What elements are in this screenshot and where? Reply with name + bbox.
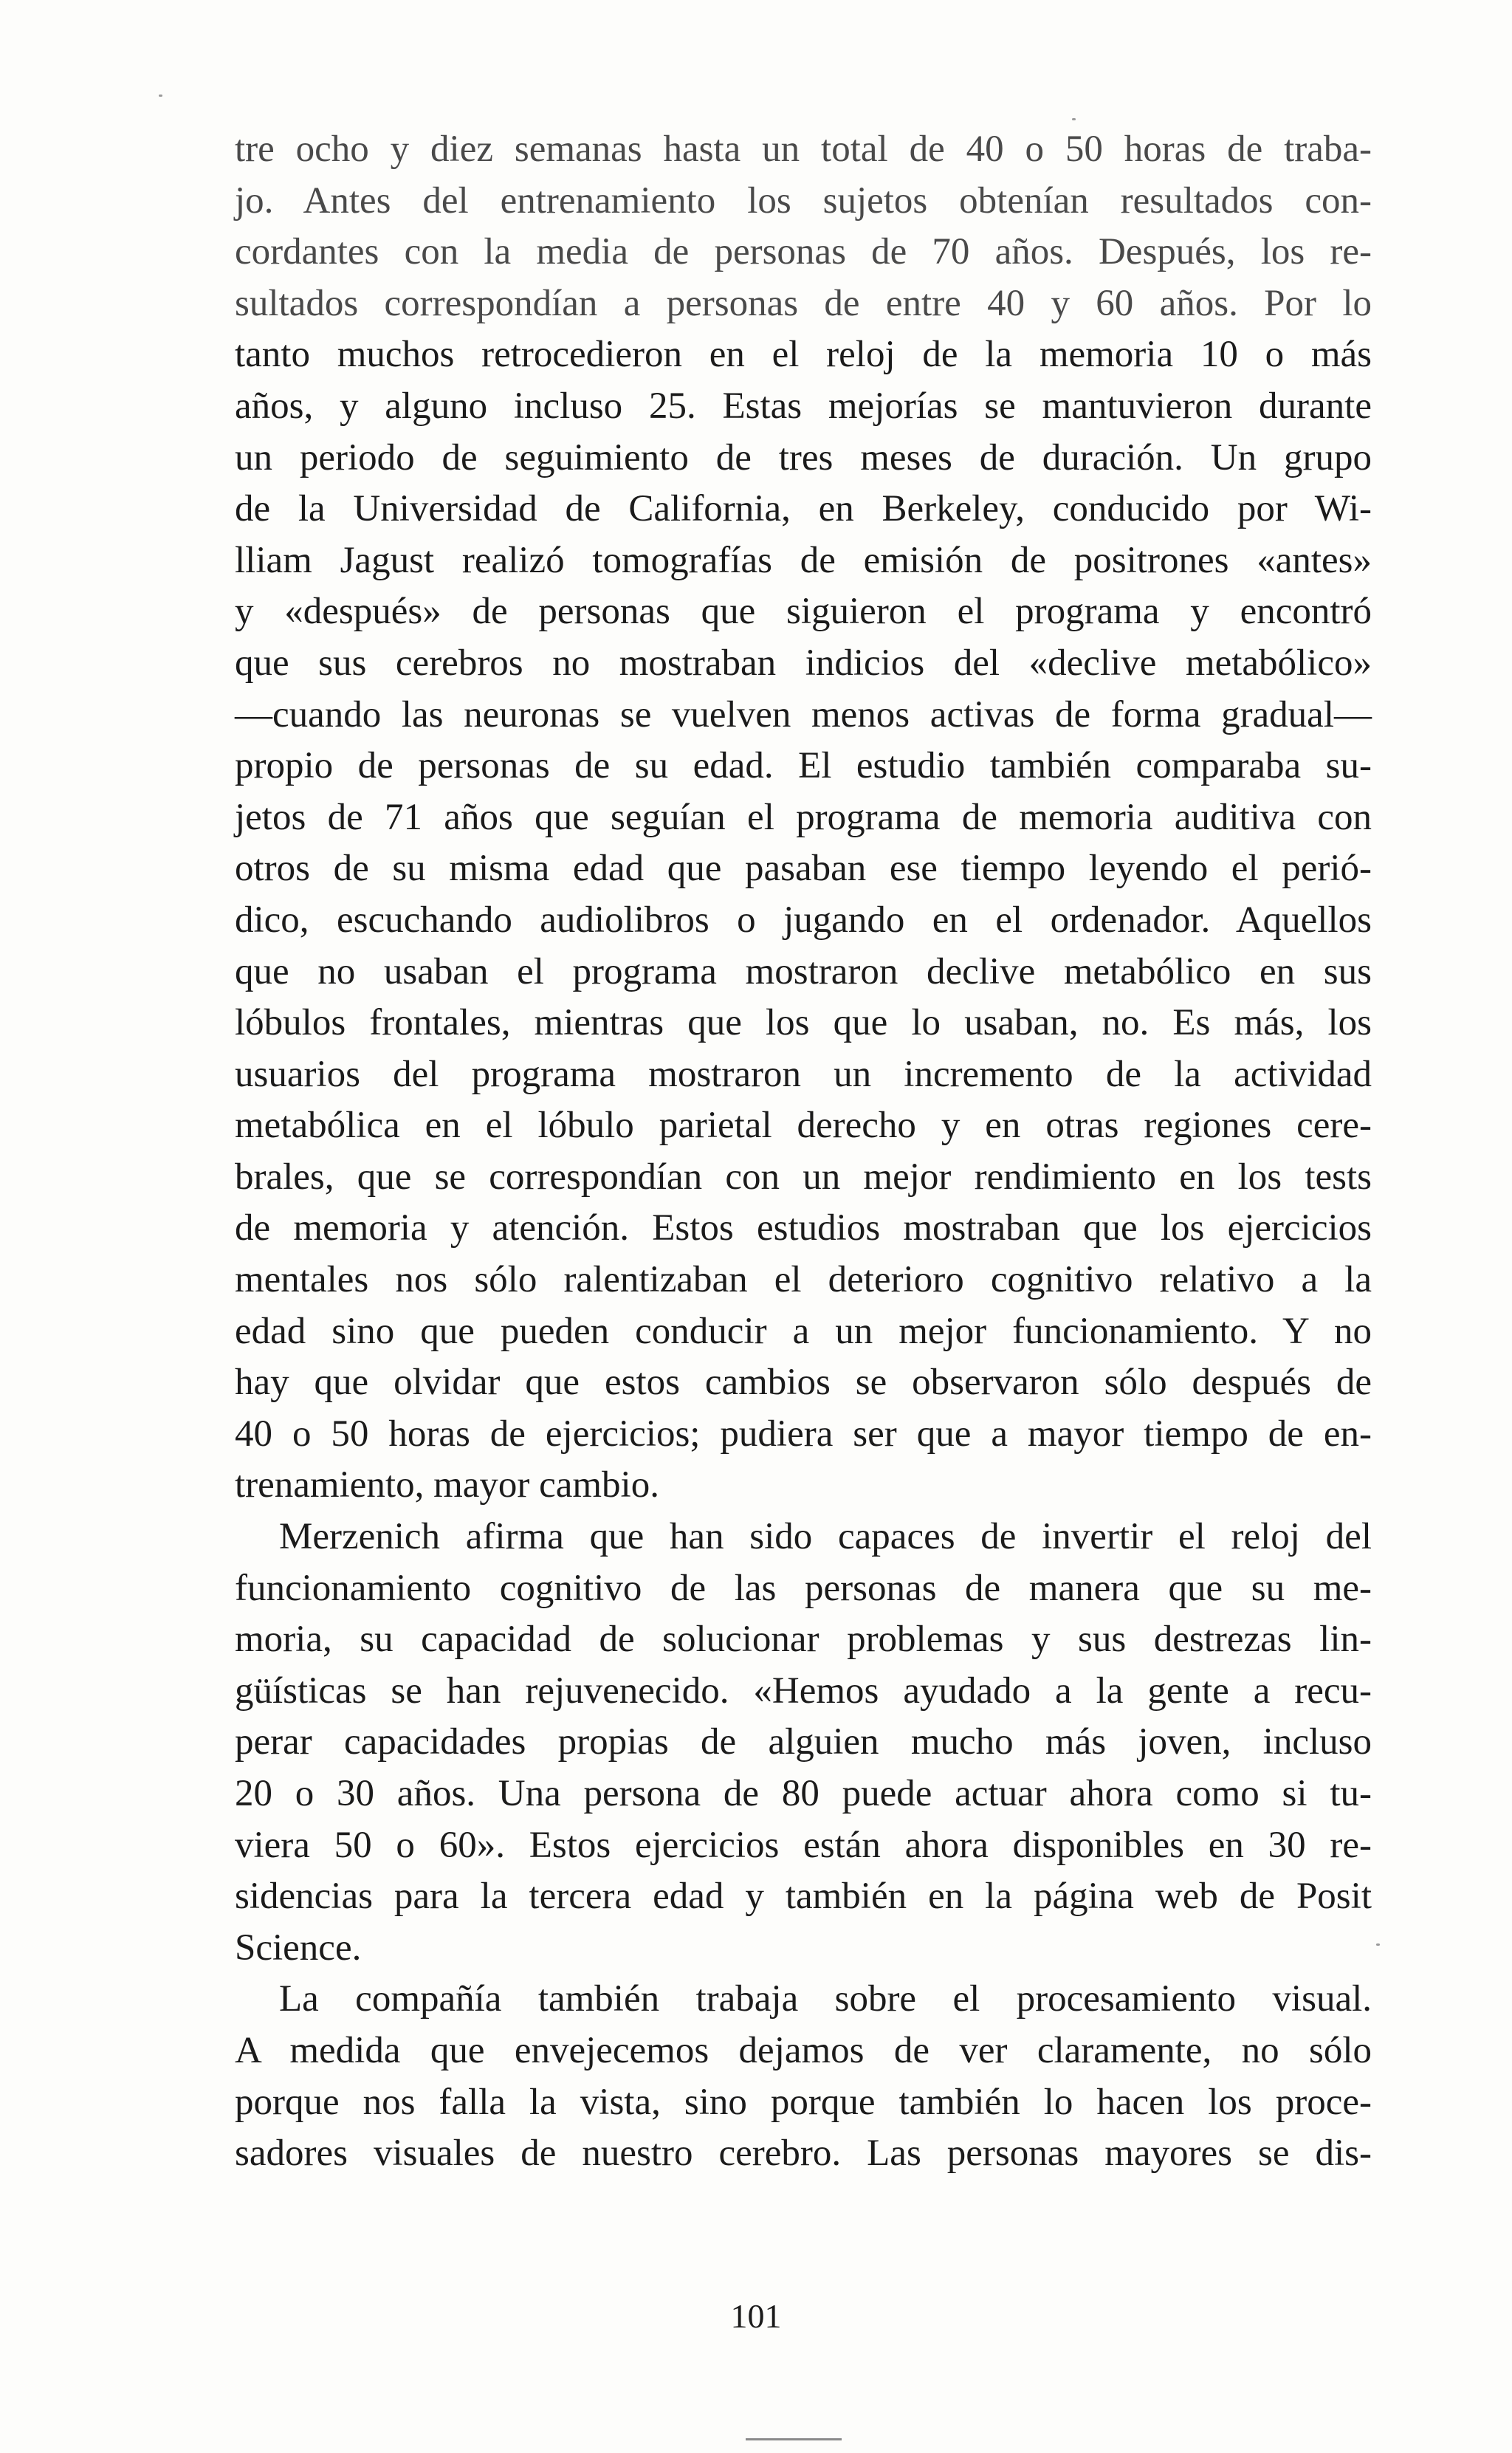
text-line: de memoria y atención. Estos estudios mostraban que los ejercicios (235, 1207, 1372, 1249)
text-line: edad sino que pueden conducir a un mejor funcionamiento. Y no (235, 1310, 1372, 1352)
body-text (235, 124, 1372, 2180)
text-line: brales, que se correspondían con un mejor rendimiento en los tests (235, 1156, 1372, 1198)
text-line: que no usaban el programa mostraron declive metabólico en sus (235, 950, 1372, 992)
text-line: de la Universidad de California, en Berkeley, conducido por Wi- (235, 488, 1372, 530)
scan-speck (1072, 118, 1076, 120)
scan-speck (159, 95, 162, 97)
text-line: sadores visuales de nuestro cerebro. Las personas mayores se dis- (235, 2133, 1372, 2175)
text-line: jo. Antes del entrenamiento los sujetos obtenían resultados con- (235, 179, 1372, 222)
text-line: jetos de 71 años que seguían el programa de memoria auditiva con (235, 796, 1372, 838)
text-line: moria, su capacidad de solucionar problemas y sus destrezas lin- (235, 1619, 1372, 1661)
text-line: y «después» de personas que siguieron el programa y encontró (235, 591, 1372, 633)
text-line: que sus cerebros no mostraban indicios del «declive metabólico» (235, 642, 1372, 684)
text-line: funcionamiento cognitivo de las personas de manera que su me- (235, 1567, 1372, 1609)
text-line: tanto muchos retrocedieron en el reloj de la memoria 10 o más (235, 334, 1372, 376)
text-line: trenamiento, mayor cambio. (235, 1464, 659, 1506)
text-line: años, y alguno incluso 25. Estas mejorías se mantuvieron durante (235, 385, 1372, 427)
page-number: 101 (730, 2297, 782, 2335)
text-line: Science. (235, 1927, 362, 1969)
text-line: 20 o 30 años. Una persona de 80 puede actuar ahora como si tu- (235, 1773, 1372, 1814)
text-line: metabólica en el lóbulo parietal derecho y en otras regiones cere- (235, 1105, 1372, 1147)
text-line: usuarios del programa mostraron un incremento de la actividad (235, 1053, 1372, 1095)
text-line: viera 50 o 60». Estos ejercicios están ahora disponibles en 30 re- (235, 1824, 1372, 1866)
text-line: —cuando las neuronas se vuelven menos activas de forma gradual— (235, 693, 1372, 735)
text-line: mentales nos sólo ralentizaban el deterioro cognitivo relativo a la (235, 1259, 1372, 1301)
text-line: Merzenich afirma que han sido capaces de invertir el reloj del (279, 1516, 1372, 1558)
text-line: La compañía también trabaja sobre el procesamiento visual. (279, 1978, 1372, 2020)
text-line: A medida que envejecemos dejamos de ver claramente, no sólo (235, 2029, 1372, 2071)
text-line: tre ocho y diez semanas hasta un total de 40 o 50 horas de traba- (235, 128, 1372, 170)
scan-mark (746, 2438, 842, 2440)
text-line: lliam Jagust realizó tomografías de emisión de positrones «antes» (235, 539, 1372, 581)
text-line: lóbulos frontales, mientras que los que lo usaban, no. Es más, los (235, 1002, 1372, 1044)
text-line: perar capacidades propias de alguien mucho más joven, incluso (235, 1721, 1372, 1763)
text-line: porque nos falla la vista, sino porque también lo hacen los proce- (235, 2081, 1372, 2123)
text-line: hay que olvidar que estos cambios se observaron sólo después de (235, 1362, 1372, 1404)
text-line: güísticas se han rejuvenecido. «Hemos ayudado a la gente a recu- (235, 1670, 1372, 1712)
text-line: otros de su misma edad que pasaban ese tiempo leyendo el perió- (235, 848, 1372, 890)
scan-speck (1376, 1943, 1380, 1946)
text-line: sidencias para la tercera edad y también en la página web de Posit (235, 1876, 1372, 1918)
text-line: un periodo de seguimiento de tres meses de duración. Un grupo (235, 436, 1372, 478)
text-line: sultados correspondían a personas de entre 40 y 60 años. Por lo (235, 282, 1372, 324)
text-line: 40 o 50 horas de ejercicios; pudiera ser que a mayor tiempo de en- (235, 1413, 1372, 1455)
text-line: propio de personas de su edad. El estudio también comparaba su- (235, 745, 1372, 787)
text-line: dico, escuchando audiolibros o jugando en el ordenador. Aquellos (235, 899, 1372, 941)
text-line: cordantes con la media de personas de 70 años. Después, los re- (235, 231, 1372, 273)
